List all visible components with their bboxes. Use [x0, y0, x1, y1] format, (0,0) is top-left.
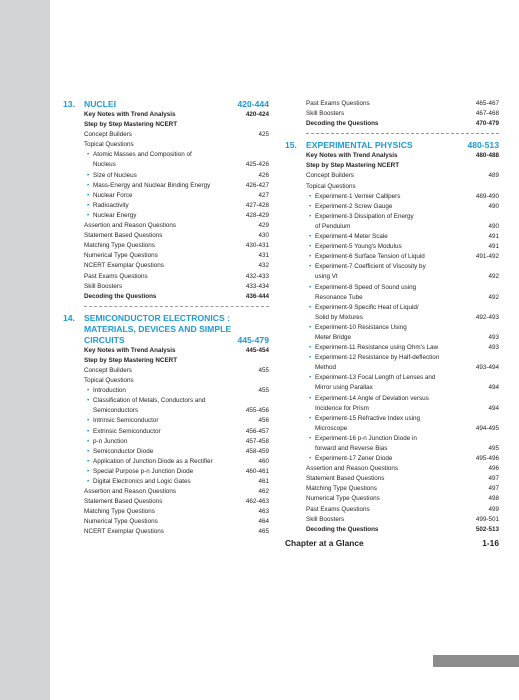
entry-page: 492-493 — [475, 313, 499, 321]
entry-label: • Semiconductor Diode — [87, 447, 243, 457]
chapter-title[interactable]: EXPERIMENTAL PHYSICS — [306, 140, 413, 151]
entry-page: 462 — [258, 488, 269, 496]
entry-page: 427 — [258, 191, 269, 199]
entry-label: • Experiment-14 Angle of Deviation versus Incidence for Prism — [309, 394, 485, 414]
toc-subentry[interactable] — [63, 181, 269, 191]
toc-entry[interactable] — [285, 484, 499, 494]
entry-label: Decoding the Questions — [306, 525, 379, 533]
entry-page: 492 — [488, 273, 499, 281]
toc-entry[interactable] — [63, 120, 269, 130]
entry-label: Concept Builders — [84, 131, 132, 139]
entry-page: 496 — [488, 465, 499, 473]
toc-subentry[interactable] — [285, 323, 499, 343]
entry-page: 499 — [488, 505, 499, 513]
entry-label: • Intrinsic Semiconductor — [87, 416, 255, 426]
entry-label: • Radioactivity — [87, 201, 243, 211]
entry-label: Concept Builders — [306, 172, 354, 180]
toc-entry[interactable] — [63, 261, 269, 271]
entry-page: 457-458 — [245, 437, 269, 445]
toc-subentry[interactable] — [63, 396, 269, 416]
entry-page: 455 — [258, 387, 269, 395]
toc-entry[interactable] — [63, 376, 269, 386]
entry-label: • Extrinsic Semiconductor — [87, 427, 243, 437]
entry-page: 489 — [488, 172, 499, 180]
toc-subentry[interactable] — [63, 191, 269, 201]
toc-entry[interactable] — [63, 356, 269, 366]
entry-label: Key Notes with Trend Analysis — [84, 346, 176, 354]
entry-label: Matching Type Questions — [306, 485, 377, 493]
toc-subentry[interactable] — [63, 211, 269, 221]
entry-label: Matching Type Questions — [84, 508, 155, 516]
entry-page: 494 — [488, 384, 499, 392]
toc-entry[interactable] — [63, 241, 269, 251]
entry-label: • Classification of Metals, Conductors and Semiconductors — [87, 396, 243, 416]
entry-page: 490 — [488, 222, 499, 230]
entry-label: • Digital Electronics and Logic Gates — [87, 477, 255, 487]
entry-page: 492 — [488, 293, 499, 301]
entry-label: • Experiment-2 Screw Gauge — [309, 202, 485, 212]
toc-entry[interactable] — [63, 231, 269, 241]
entry-label: • p-n Junction — [87, 437, 243, 447]
entry-label: Topical Questions — [306, 182, 356, 190]
entry-page: 427-428 — [245, 201, 269, 209]
glance-title: Chapter at a Glance — [285, 537, 364, 548]
entry-label: • Experiment-16 p-n Junction Diode in forward and Reverse Bias — [309, 434, 485, 454]
entry-label: Assertion and Reason Questions — [84, 488, 177, 496]
entry-label: • Experiment-6 Surface Tension of Liquid — [309, 252, 473, 262]
chapter-pages: 480-513 — [467, 140, 499, 151]
entry-label: Skill Boosters — [306, 110, 345, 118]
entry-label: • Experiment-1 Vernier Callipers — [309, 192, 473, 202]
entry-label: Key Notes with Trend Analysis — [306, 152, 398, 160]
entry-page: 463 — [258, 508, 269, 516]
toc-subentry[interactable] — [63, 416, 269, 426]
entry-page: 436-444 — [245, 292, 269, 300]
entry-page: 497 — [488, 485, 499, 493]
toc-subentry[interactable] — [285, 353, 499, 373]
entry-page: 432-433 — [245, 272, 269, 280]
entry-label: • Experiment-11 Resistance using Ohm's Law — [309, 343, 485, 353]
toc-subentry[interactable] — [63, 201, 269, 211]
toc-entry[interactable] — [285, 151, 499, 161]
entry-page: 460-461 — [245, 467, 269, 475]
toc-entry[interactable] — [63, 292, 269, 302]
entry-page: 456-457 — [245, 427, 269, 435]
toc-subentry[interactable] — [63, 477, 269, 487]
chapter-pages: 420-444 — [237, 99, 269, 109]
entry-label: Numerical Type Questions — [84, 252, 158, 260]
toc-entry[interactable] — [285, 109, 499, 119]
toc-entry[interactable] — [63, 251, 269, 261]
entry-label: • Experiment-8 Speed of Sound using Resonance Tube — [309, 283, 485, 303]
entry-page: 480-488 — [475, 152, 499, 160]
entry-label: • Experiment-5 Young's Modulus — [309, 242, 485, 252]
toc-entry[interactable] — [63, 366, 269, 376]
toc-subentry[interactable] — [63, 467, 269, 477]
entry-page: 462-463 — [245, 498, 269, 506]
toc-subentry[interactable] — [285, 414, 499, 434]
entry-page: 430 — [258, 232, 269, 240]
footer-bar — [433, 655, 519, 667]
chapter-title[interactable]: NUCLEI — [84, 99, 116, 109]
entry-label: Statement Based Questions — [306, 475, 385, 483]
toc-entry[interactable] — [63, 487, 269, 497]
toc-entry[interactable] — [63, 527, 269, 537]
toc-entry[interactable] — [63, 517, 269, 527]
toc-subentry[interactable] — [63, 437, 269, 447]
toc-entry[interactable] — [63, 497, 269, 507]
toc-subentry[interactable] — [285, 252, 499, 262]
entry-label: Step by Step Mastering NCERT — [306, 162, 400, 170]
toc-subentry[interactable] — [63, 427, 269, 437]
entry-page: 456 — [258, 417, 269, 425]
toc-entry[interactable] — [285, 525, 499, 535]
toc-subentry[interactable] — [285, 232, 499, 242]
toc-subentry[interactable] — [63, 457, 269, 467]
toc-entry[interactable] — [285, 171, 499, 181]
entry-page: 491 — [488, 233, 499, 241]
entry-label: Statement Based Questions — [84, 232, 163, 240]
entry-page: 498 — [488, 495, 499, 503]
toc-subentry[interactable] — [285, 454, 499, 464]
toc-entry[interactable] — [285, 494, 499, 504]
entry-page: 464 — [258, 518, 269, 526]
section-divider — [306, 133, 499, 134]
entry-page: 426 — [258, 171, 269, 179]
entry-label: • Nuclear Force — [87, 191, 255, 201]
entry-page: 497 — [488, 475, 499, 483]
entry-page: 491-492 — [475, 253, 499, 261]
entry-label: • Experiment-17 Zener Diode — [309, 454, 473, 464]
entry-label: • Experiment-4 Meter Scale — [309, 232, 485, 242]
entry-page: 425-426 — [245, 161, 269, 169]
toc-entry[interactable] — [63, 130, 269, 140]
entry-page: 429 — [258, 222, 269, 230]
entry-label: Matching Type Questions — [84, 242, 155, 250]
entry-page: 499-501 — [475, 515, 499, 523]
entry-label: • Mass-Energy and Nuclear Binding Energy — [87, 181, 243, 191]
toc-entry[interactable] — [63, 110, 269, 120]
entry-label: • Atomic Masses and Composition of Nucleus — [87, 150, 243, 170]
entry-page: 491 — [488, 243, 499, 251]
entry-page: 493 — [488, 344, 499, 352]
section-divider — [84, 306, 269, 307]
chapter-title[interactable]: SEMICONDUCTOR ELECTRONICS : MATERIALS, DEVICES AND SIMPLE CIRCUITS — [84, 312, 232, 345]
entry-page: 458-459 — [245, 447, 269, 455]
toc-subentry[interactable] — [285, 212, 499, 232]
toc-subentry[interactable] — [285, 303, 499, 323]
entry-label: Assertion and Reason Questions — [84, 222, 177, 230]
toc-subentry[interactable] — [285, 262, 499, 282]
toc-subentry[interactable] — [63, 386, 269, 396]
chapter-number: 15. — [285, 140, 297, 151]
entry-page: 493 — [488, 333, 499, 341]
toc-subentry[interactable] — [63, 171, 269, 181]
entry-page: 430-431 — [245, 242, 269, 250]
toc-entry[interactable] — [63, 272, 269, 282]
left-margin-band — [0, 0, 50, 700]
toc-subentry[interactable] — [285, 434, 499, 454]
entry-label: Step by Step Mastering NCERT — [84, 356, 178, 364]
entry-page: 455 — [258, 366, 269, 374]
entry-page: 433-434 — [245, 282, 269, 290]
entry-label: • Size of Nucleus — [87, 171, 255, 181]
entry-page: 495-496 — [475, 455, 499, 463]
entry-page: 494 — [488, 404, 499, 412]
chapter-number: 14. — [63, 312, 75, 323]
chapter-heading[interactable] — [63, 99, 269, 110]
entry-label: • Nuclear Energy — [87, 211, 243, 221]
toc-subentry[interactable] — [63, 150, 269, 170]
entry-page: 426-427 — [245, 181, 269, 189]
entry-label: • Experiment-12 Resistance by Half-deflection Method — [309, 353, 473, 373]
toc-entry[interactable] — [285, 161, 499, 171]
toc-entry[interactable] — [285, 99, 499, 109]
entry-label: Skill Boosters — [306, 515, 345, 523]
toc-entry[interactable] — [285, 515, 499, 525]
toc-subentry[interactable] — [285, 283, 499, 303]
entry-label: • Experiment-15 Refractive Index using Microscope — [309, 414, 473, 434]
entry-page: 460 — [258, 457, 269, 465]
entry-page: 489-490 — [475, 192, 499, 200]
toc-subentry[interactable] — [63, 447, 269, 457]
entry-label: Numerical Type Questions — [306, 495, 380, 503]
chapter-at-a-glance[interactable] — [285, 537, 499, 549]
entry-label: • Experiment-10 Resistance Using Meter Bridge — [309, 323, 485, 343]
entry-page: 502-513 — [475, 525, 499, 533]
glance-pages: 1-16 — [482, 537, 499, 548]
entry-page: 465 — [258, 528, 269, 536]
toc-entry[interactable] — [63, 282, 269, 292]
entry-label: • Experiment-9 Specific Heat of Liquid/ Solid by Mixtures — [309, 303, 473, 323]
chapter-heading[interactable] — [63, 313, 269, 346]
toc-subentry[interactable] — [285, 202, 499, 212]
entry-label: Topical Questions — [84, 141, 134, 149]
toc-entry[interactable] — [63, 221, 269, 231]
toc-entry[interactable] — [63, 346, 269, 356]
entry-page: 461 — [258, 478, 269, 485]
entry-page: 425 — [258, 131, 269, 139]
entry-label: Past Exams Questions — [84, 272, 148, 280]
entry-label: Topical Questions — [84, 377, 134, 385]
toc-column-left — [63, 99, 269, 538]
entry-page: 465-467 — [475, 100, 499, 107]
entry-label: Skill Boosters — [84, 282, 123, 290]
toc-subentry[interactable] — [285, 343, 499, 353]
toc-entry[interactable] — [63, 140, 269, 150]
toc-entry[interactable] — [285, 182, 499, 192]
chapter-pages: 445-479 — [237, 334, 269, 345]
toc-entry[interactable] — [285, 464, 499, 474]
entry-label: NCERT Exemplar Questions — [84, 262, 164, 270]
entry-label: Assertion and Reason Questions — [306, 465, 399, 473]
entry-page: 493-494 — [475, 364, 499, 372]
entry-page: 490 — [488, 202, 499, 210]
entry-page: 420-424 — [245, 111, 269, 118]
entry-page: 467-468 — [475, 110, 499, 118]
entry-page: 470-479 — [475, 120, 499, 128]
chapter-number: 13. — [63, 99, 75, 109]
entry-label: Past Exams Questions — [306, 505, 370, 513]
entry-label: Statement Based Questions — [84, 498, 163, 506]
entry-label: • Introduction — [87, 386, 255, 396]
toc-subentry[interactable] — [285, 242, 499, 252]
toc-subentry[interactable] — [285, 192, 499, 202]
entry-page: 445-454 — [245, 346, 269, 354]
entry-page: 494-495 — [475, 424, 499, 432]
toc-entry[interactable] — [285, 505, 499, 515]
entry-label: Numerical Type Questions — [84, 518, 158, 526]
entry-page: 428-429 — [245, 211, 269, 219]
entry-label: • Application of Junction Diode as a Rectifier — [87, 457, 255, 467]
toc-subentry[interactable] — [285, 373, 499, 393]
entry-page: 431 — [258, 252, 269, 260]
entry-page: 432 — [258, 262, 269, 270]
toc-entry[interactable] — [63, 507, 269, 517]
toc-entry[interactable] — [285, 474, 499, 484]
entry-label: Decoding the Questions — [84, 292, 157, 300]
entry-label: Key Notes with Trend Analysis — [84, 111, 176, 118]
entry-page: 455-456 — [245, 407, 269, 415]
toc-subentry[interactable] — [285, 394, 499, 414]
entry-label: Past Exams Questions — [306, 100, 370, 107]
chapter-heading[interactable] — [285, 140, 499, 151]
entry-label: Decoding the Questions — [306, 120, 379, 128]
entry-label: Step by Step Mastering NCERT — [84, 121, 178, 129]
entry-page: 495 — [488, 445, 499, 452]
entry-label: Concept Builders — [84, 366, 132, 374]
entry-label: • Special Purpose p-n Junction Diode — [87, 467, 243, 477]
entry-label: NCERT Exemplar Questions — [84, 528, 164, 536]
entry-label: • Experiment-7 Coefficient of Viscosity by using Vt — [309, 262, 485, 282]
entry-label: • Experiment-3 Dissipation of Energy of Pendulum — [309, 212, 485, 232]
toc-entry[interactable] — [285, 119, 499, 129]
entry-label: • Experiment-13 Focal Length of Lenses and Mirror using Parallax — [309, 373, 485, 393]
toc-column-right — [285, 99, 499, 549]
